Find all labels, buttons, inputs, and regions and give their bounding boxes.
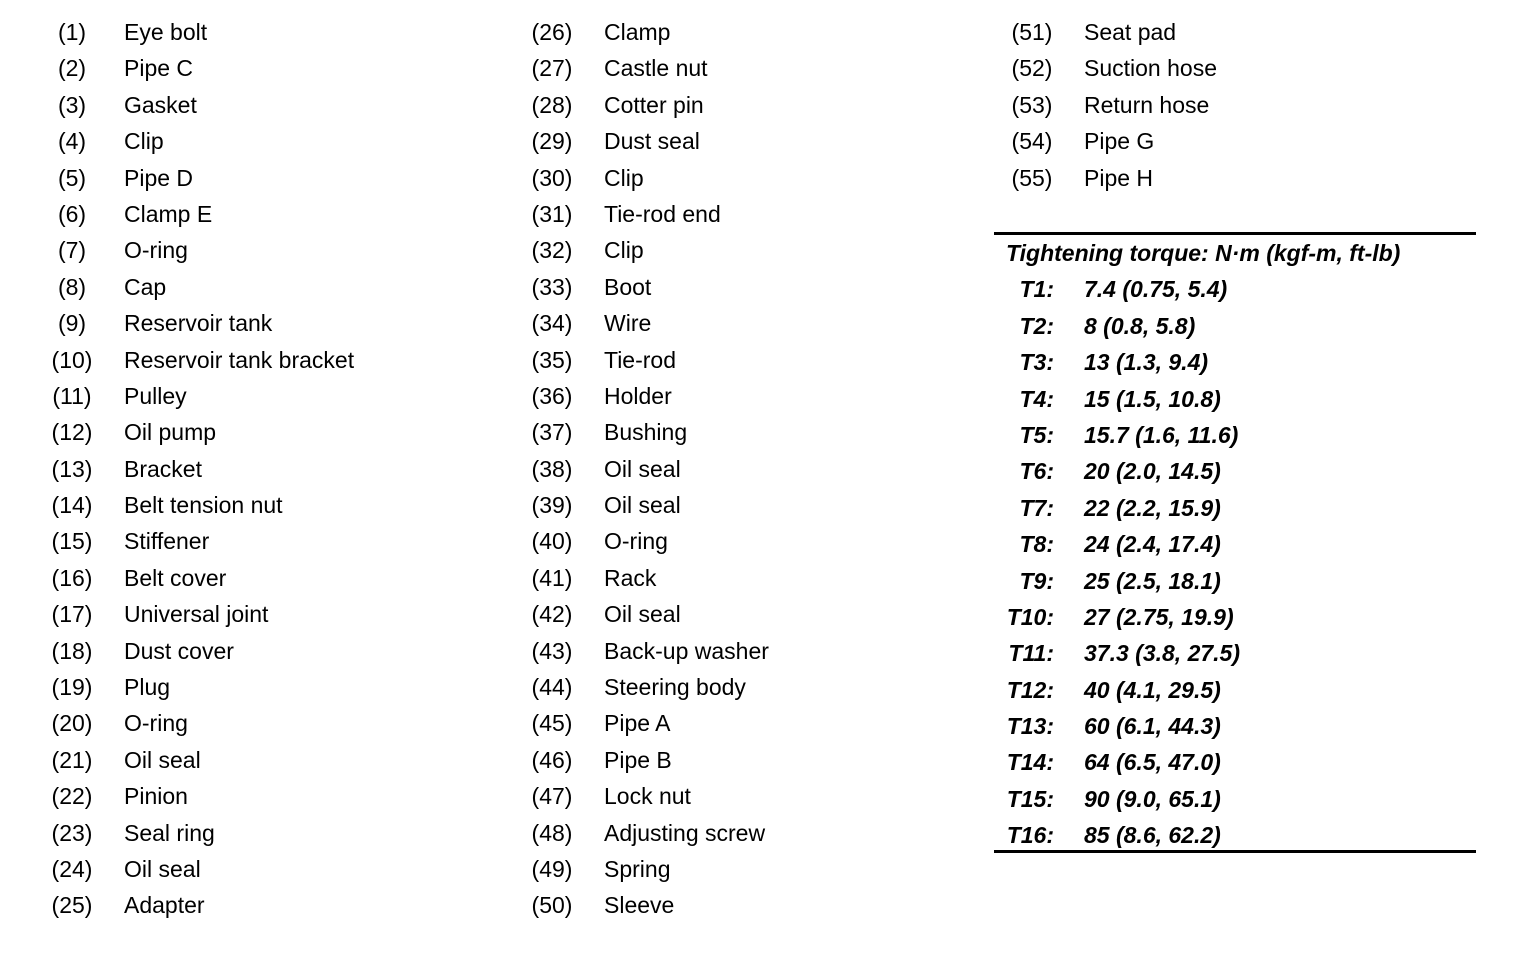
torque-code: T6:: [1019, 458, 1054, 485]
torque-value: 37.3 (3.8, 27.5): [1084, 640, 1240, 667]
part-number: (40): [531, 528, 573, 555]
part-row: [46, 305, 486, 341]
parts-list-column-2: [526, 14, 966, 924]
part-number: (28): [531, 91, 573, 118]
torque-row: [994, 526, 1464, 562]
part-row: [526, 560, 966, 596]
part-name: O-ring: [124, 710, 188, 737]
part-name: Tie-rod end: [604, 200, 721, 227]
part-row: [46, 50, 486, 86]
part-number: (46): [531, 746, 573, 773]
torque-code: T9:: [1019, 567, 1054, 594]
torque-code: T3:: [1019, 349, 1054, 376]
part-number: (53): [1011, 91, 1053, 118]
part-row: [1006, 123, 1486, 159]
part-row: [46, 560, 486, 596]
torque-code: T12:: [1006, 676, 1054, 703]
part-name: Oil seal: [124, 746, 201, 773]
part-number: (5): [57, 164, 87, 191]
part-number: (16): [51, 564, 93, 591]
part-name: Belt tension nut: [124, 492, 283, 519]
part-name: Belt cover: [124, 564, 227, 591]
part-name: Clip: [604, 164, 644, 191]
part-row: [46, 378, 486, 414]
part-number: (29): [531, 128, 573, 155]
part-number: (9): [57, 310, 87, 337]
part-row: [46, 232, 486, 268]
part-name: Gasket: [124, 91, 197, 118]
torque-row: [994, 308, 1464, 344]
part-name: Dust seal: [604, 128, 700, 155]
part-row: [1006, 87, 1486, 123]
part-name: Stiffener: [124, 528, 210, 555]
part-row: [526, 14, 966, 50]
part-name: Wire: [604, 310, 652, 337]
part-row: [46, 123, 486, 159]
part-number: (43): [531, 637, 573, 664]
part-name: Bracket: [124, 455, 202, 482]
part-name: Adapter: [124, 892, 205, 919]
part-row: [46, 633, 486, 669]
part-number: (33): [531, 273, 573, 300]
part-name: Castle nut: [604, 55, 708, 82]
part-name: Adjusting screw: [604, 819, 766, 846]
part-name: Pipe G: [1084, 128, 1155, 155]
part-name: Bushing: [604, 419, 688, 446]
part-row: [526, 196, 966, 232]
part-row: [46, 596, 486, 632]
part-row: [526, 50, 966, 86]
torque-value: 64 (6.5, 47.0): [1084, 749, 1221, 776]
torque-value: 27 (2.75, 19.9): [1084, 603, 1234, 630]
part-name: Holder: [604, 382, 672, 409]
part-row: [46, 523, 486, 559]
part-name: Dust cover: [124, 637, 234, 664]
torque-code: T7:: [1019, 494, 1054, 521]
part-number: (15): [51, 528, 93, 555]
part-number: (25): [51, 892, 93, 919]
torque-code: T2:: [1019, 312, 1054, 339]
torque-code: T4:: [1019, 385, 1054, 412]
torque-value: 13 (1.3, 9.4): [1084, 349, 1209, 376]
part-number: (1): [57, 19, 87, 45]
part-number: (51): [1011, 19, 1053, 45]
part-row: [46, 487, 486, 523]
torque-code: T1:: [1019, 276, 1054, 303]
part-number: (23): [51, 819, 93, 846]
torque-row: [994, 490, 1464, 526]
part-row: [46, 815, 486, 851]
part-number: (19): [51, 674, 93, 701]
part-name: Pipe A: [604, 710, 671, 737]
part-name: Pulley: [124, 382, 187, 409]
part-number: (2): [57, 55, 87, 82]
part-number: (3): [57, 91, 87, 118]
torque-row: [994, 672, 1464, 708]
part-row: [526, 742, 966, 778]
part-name: Cap: [124, 273, 167, 300]
part-number: (11): [52, 382, 92, 409]
torque-row: [994, 381, 1464, 417]
part-number: (13): [51, 455, 93, 482]
torque-code: T5:: [1019, 421, 1054, 448]
part-number: (20): [51, 710, 93, 737]
part-number: (30): [531, 164, 573, 191]
part-number: (10): [51, 346, 93, 373]
part-name: Return hose: [1084, 91, 1210, 118]
torque-value: 85 (8.6, 62.2): [1084, 822, 1221, 849]
part-row: [526, 342, 966, 378]
torque-row: [994, 344, 1464, 380]
part-number: (31): [531, 200, 573, 227]
part-row: [526, 232, 966, 268]
torque-row: [994, 563, 1464, 599]
part-number: (34): [531, 310, 573, 337]
part-name: Pipe D: [124, 164, 194, 191]
part-number: (41): [531, 564, 573, 591]
part-name: Oil seal: [124, 855, 201, 882]
part-name: O-ring: [604, 528, 668, 555]
torque-row: [994, 781, 1464, 817]
part-number: (42): [531, 601, 573, 628]
part-number: (26): [531, 19, 573, 45]
torque-row: [994, 271, 1464, 307]
torque-code: T10:: [1006, 603, 1054, 630]
part-name: Eye bolt: [124, 19, 208, 45]
part-name: Pipe C: [124, 55, 194, 82]
torque-value: 8 (0.8, 5.8): [1084, 312, 1196, 339]
torque-value: 25 (2.5, 18.1): [1084, 567, 1221, 594]
part-name: Clamp E: [124, 200, 213, 227]
part-row: [526, 633, 966, 669]
part-row: [46, 851, 486, 887]
torque-row: [994, 817, 1464, 853]
part-row: [46, 14, 486, 50]
part-number: (8): [57, 273, 87, 300]
part-number: (36): [531, 382, 573, 409]
part-row: [46, 451, 486, 487]
torque-code: T8:: [1019, 531, 1054, 558]
part-row: [46, 414, 486, 450]
part-name: Cotter pin: [604, 91, 704, 118]
part-row: [1006, 14, 1486, 50]
part-row: [526, 705, 966, 741]
torque-code: T11:: [1008, 640, 1054, 667]
torque-value: 90 (9.0, 65.1): [1084, 785, 1221, 812]
parts-list-column-1: [46, 14, 486, 924]
part-number: (47): [531, 783, 573, 810]
part-name: Clip: [604, 237, 644, 264]
torque-value: 15 (1.5, 10.8): [1084, 385, 1221, 412]
part-row: [526, 305, 966, 341]
part-row: [46, 742, 486, 778]
part-name: Oil seal: [604, 455, 681, 482]
part-number: (24): [51, 855, 93, 882]
part-name: Reservoir tank bracket: [124, 346, 355, 373]
part-number: (35): [531, 346, 573, 373]
part-number: (7): [57, 237, 87, 264]
part-number: (17): [51, 601, 93, 628]
part-row: [526, 851, 966, 887]
part-name: Tie-rod: [604, 346, 676, 373]
part-row: [526, 596, 966, 632]
part-number: (37): [531, 419, 573, 446]
torque-row: [994, 417, 1464, 453]
part-number: (12): [51, 419, 93, 446]
part-number: (22): [51, 783, 93, 810]
part-name: Back-up washer: [604, 637, 769, 664]
torque-code: T14:: [1006, 749, 1054, 776]
part-row: [526, 815, 966, 851]
part-number: (18): [51, 637, 93, 664]
part-name: Pipe B: [604, 746, 672, 773]
part-number: (21): [51, 746, 93, 773]
torque-value: 40 (4.1, 29.5): [1084, 676, 1221, 703]
part-row: [46, 669, 486, 705]
part-row: [526, 669, 966, 705]
part-row: [526, 160, 966, 196]
torque-code: T13:: [1006, 713, 1054, 740]
part-number: (39): [531, 492, 573, 519]
part-number: (48): [531, 819, 573, 846]
part-name: Reservoir tank: [124, 310, 273, 337]
part-name: Oil seal: [604, 601, 681, 628]
part-row: [526, 487, 966, 523]
torque-value: 7.4 (0.75, 5.4): [1084, 276, 1228, 303]
part-row: [46, 269, 486, 305]
part-name: Pinion: [124, 783, 188, 810]
torque-code: T15:: [1006, 785, 1054, 812]
part-row: [526, 451, 966, 487]
part-name: Oil pump: [124, 419, 217, 446]
part-name: Oil seal: [604, 492, 681, 519]
part-name: Clamp: [604, 19, 671, 45]
part-name: Plug: [124, 674, 171, 701]
part-row: [526, 414, 966, 450]
part-name: O-ring: [124, 237, 188, 264]
part-row: [1006, 160, 1486, 196]
part-row: [526, 378, 966, 414]
part-row: [526, 778, 966, 814]
part-number: (55): [1011, 164, 1053, 191]
part-number: (50): [531, 892, 573, 919]
part-name: Pipe H: [1084, 164, 1154, 191]
torque-value: 20 (2.0, 14.5): [1084, 458, 1221, 485]
part-row: [46, 196, 486, 232]
part-name: Rack: [604, 564, 657, 591]
part-row: [526, 123, 966, 159]
torque-value: 60 (6.1, 44.3): [1084, 713, 1221, 740]
part-row: [526, 523, 966, 559]
part-row: [46, 87, 486, 123]
part-number: (4): [57, 128, 87, 155]
part-number: (54): [1011, 128, 1053, 155]
part-row: [46, 160, 486, 196]
part-row: [46, 887, 486, 923]
part-name: Steering body: [604, 674, 746, 701]
part-number: (14): [51, 492, 93, 519]
part-number: (52): [1011, 55, 1053, 82]
part-name: Spring: [604, 855, 671, 882]
part-row: [526, 887, 966, 923]
part-name: Clip: [124, 128, 164, 155]
torque-value: 15.7 (1.6, 11.6): [1084, 421, 1239, 448]
part-name: Seal ring: [124, 819, 215, 846]
torque-table-title: Tightening torque: N·m (kgf-m, ft-lb): [1006, 240, 1401, 266]
torque-row: [994, 453, 1464, 489]
part-row: [526, 87, 966, 123]
part-name: Boot: [604, 273, 652, 300]
torque-value: 24 (2.4, 17.4): [1084, 531, 1221, 558]
torque-row: [994, 744, 1464, 780]
part-number: (27): [531, 55, 573, 82]
part-number: (32): [531, 237, 573, 264]
part-number: (44): [531, 674, 573, 701]
torque-code: T16:: [1006, 822, 1054, 849]
part-number: (49): [531, 855, 573, 882]
torque-row: [994, 708, 1464, 744]
part-row: [526, 269, 966, 305]
part-name: Sleeve: [604, 892, 675, 919]
torque-list: [994, 271, 1464, 853]
torque-row: [994, 599, 1464, 635]
part-row: [46, 778, 486, 814]
torque-table: [994, 232, 1476, 853]
part-name: Seat pad: [1084, 19, 1177, 45]
torque-row: [994, 635, 1464, 671]
part-row: [1006, 50, 1486, 86]
part-number: (6): [57, 200, 87, 227]
part-name: Suction hose: [1084, 55, 1217, 82]
torque-value: 22 (2.2, 15.9): [1084, 494, 1221, 521]
part-name: Universal joint: [124, 601, 269, 628]
part-name: Lock nut: [604, 783, 691, 810]
part-number: (38): [531, 455, 573, 482]
parts-list-column-3: [1006, 14, 1486, 196]
part-row: [46, 705, 486, 741]
part-number: (45): [531, 710, 573, 737]
part-row: [46, 342, 486, 378]
